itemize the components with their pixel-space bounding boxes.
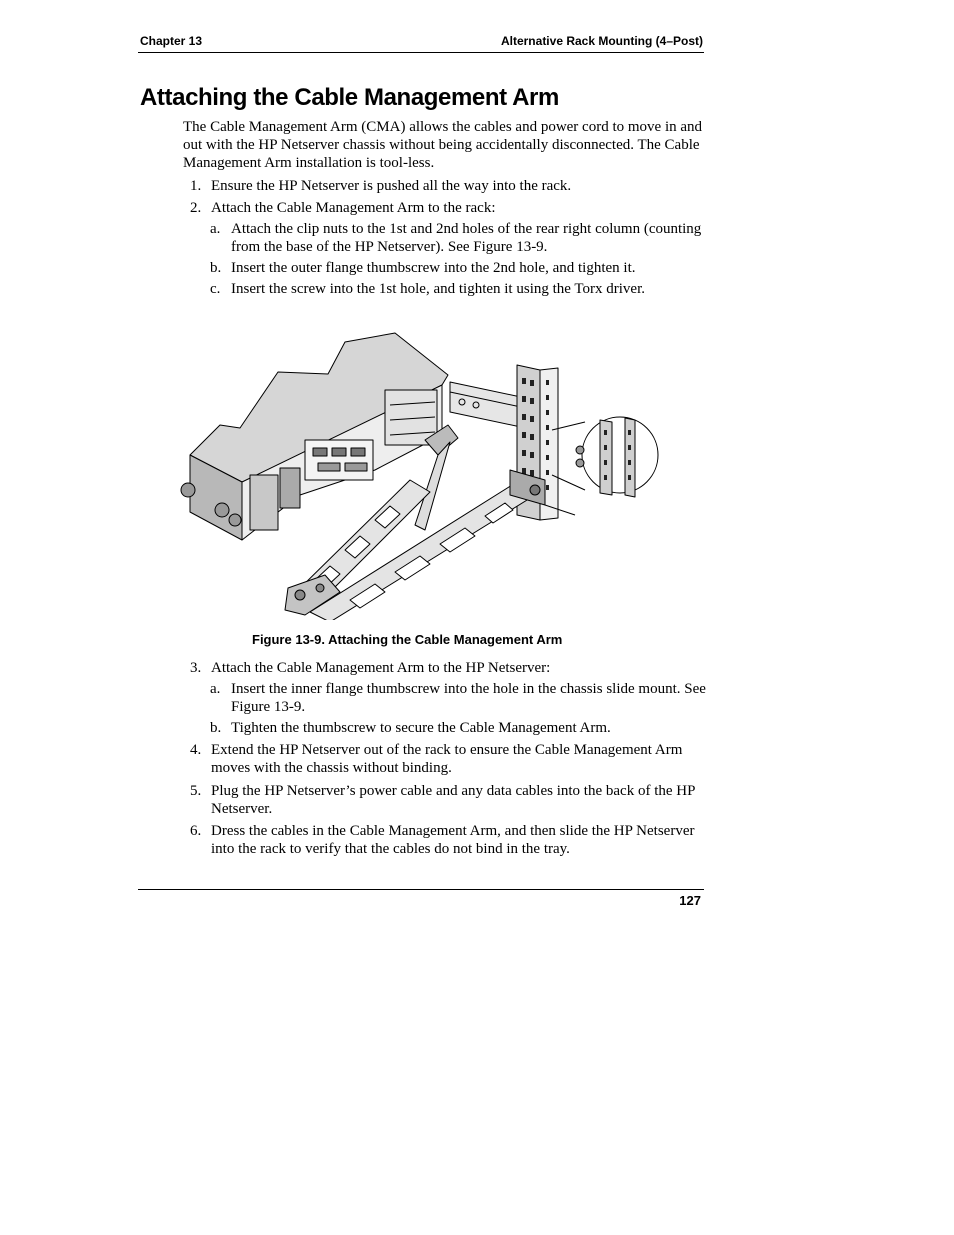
list-text: Attach the Cable Management Arm to the rack: <box>211 200 496 216</box>
running-header-chapter: Chapter 13 <box>140 34 203 48</box>
list-text: Dress the cables in the Cable Management Arm, and then slide the HP Netserver into the rack to verify that the cables do not bind in the tray. <box>211 823 695 857</box>
list-text: Insert the inner flange thumbscrew into the hole in the chassis slide mount. See Figure 13-9. <box>231 681 706 715</box>
list-text: Extend the HP Netserver out of the rack to ensure the Cable Management Arm moves with the chassis without binding. <box>211 742 683 776</box>
list-item <box>190 822 706 858</box>
list-letter: c. <box>210 281 221 297</box>
list-number: 4. <box>190 742 202 758</box>
list-item <box>190 199 706 217</box>
list-text: Tighten the thumbscrew to secure the Cable Management Arm. <box>231 720 611 736</box>
list-text: Insert the outer flange thumbscrew into the 2nd hole, and tighten it. <box>231 260 636 276</box>
list-letter: a. <box>210 681 221 697</box>
list-number: 2. <box>190 200 202 216</box>
list-text: Ensure the HP Netserver is pushed all the way into the rack. <box>211 178 572 194</box>
list-number: 6. <box>190 823 202 839</box>
page-number: 127 <box>679 893 701 908</box>
list-number: 5. <box>190 783 202 799</box>
list-number: 3. <box>190 660 202 676</box>
sub-list-item <box>210 259 706 277</box>
sub-list-item <box>210 280 706 298</box>
list-letter: b. <box>210 260 222 276</box>
list-item <box>190 741 706 777</box>
figure-caption: Figure 13-9. Attaching the Cable Management Arm <box>252 632 563 647</box>
list-item <box>190 782 706 818</box>
footer-rule <box>138 889 704 890</box>
list-item <box>190 177 706 195</box>
list-text: Plug the HP Netserver’s power cable and any data cables into the back of the HP Netserver. <box>211 783 695 817</box>
intro-paragraph: The Cable Management Arm (CMA) allows the cables and power cord to move in and out with the HP Netserver chassis without being accidentally disconnected. The Cable Management Arm installation is tool-less. <box>183 119 703 171</box>
sub-list-item <box>210 719 706 737</box>
sub-list-item <box>210 220 706 256</box>
section-title: Attaching the Cable Management Arm <box>140 84 559 111</box>
sub-list-item <box>210 680 706 716</box>
cable-management-arm-illustration <box>180 330 665 620</box>
list-text: Insert the screw into the 1st hole, and tighten it using the Torx driver. <box>231 281 646 297</box>
list-item <box>190 659 706 677</box>
running-header-section: Alternative Rack Mounting (4–Post) <box>500 34 703 48</box>
list-text: Attach the Cable Management Arm to the HP Netserver: <box>211 660 551 676</box>
list-number: 1. <box>190 178 202 194</box>
list-letter: b. <box>210 720 222 736</box>
list-letter: a. <box>210 221 221 237</box>
list-text: Attach the clip nuts to the 1st and 2nd holes of the rear right column (counting from the base of the HP Netserver). See Figure 13-9. <box>231 221 702 255</box>
header-rule <box>138 52 704 53</box>
